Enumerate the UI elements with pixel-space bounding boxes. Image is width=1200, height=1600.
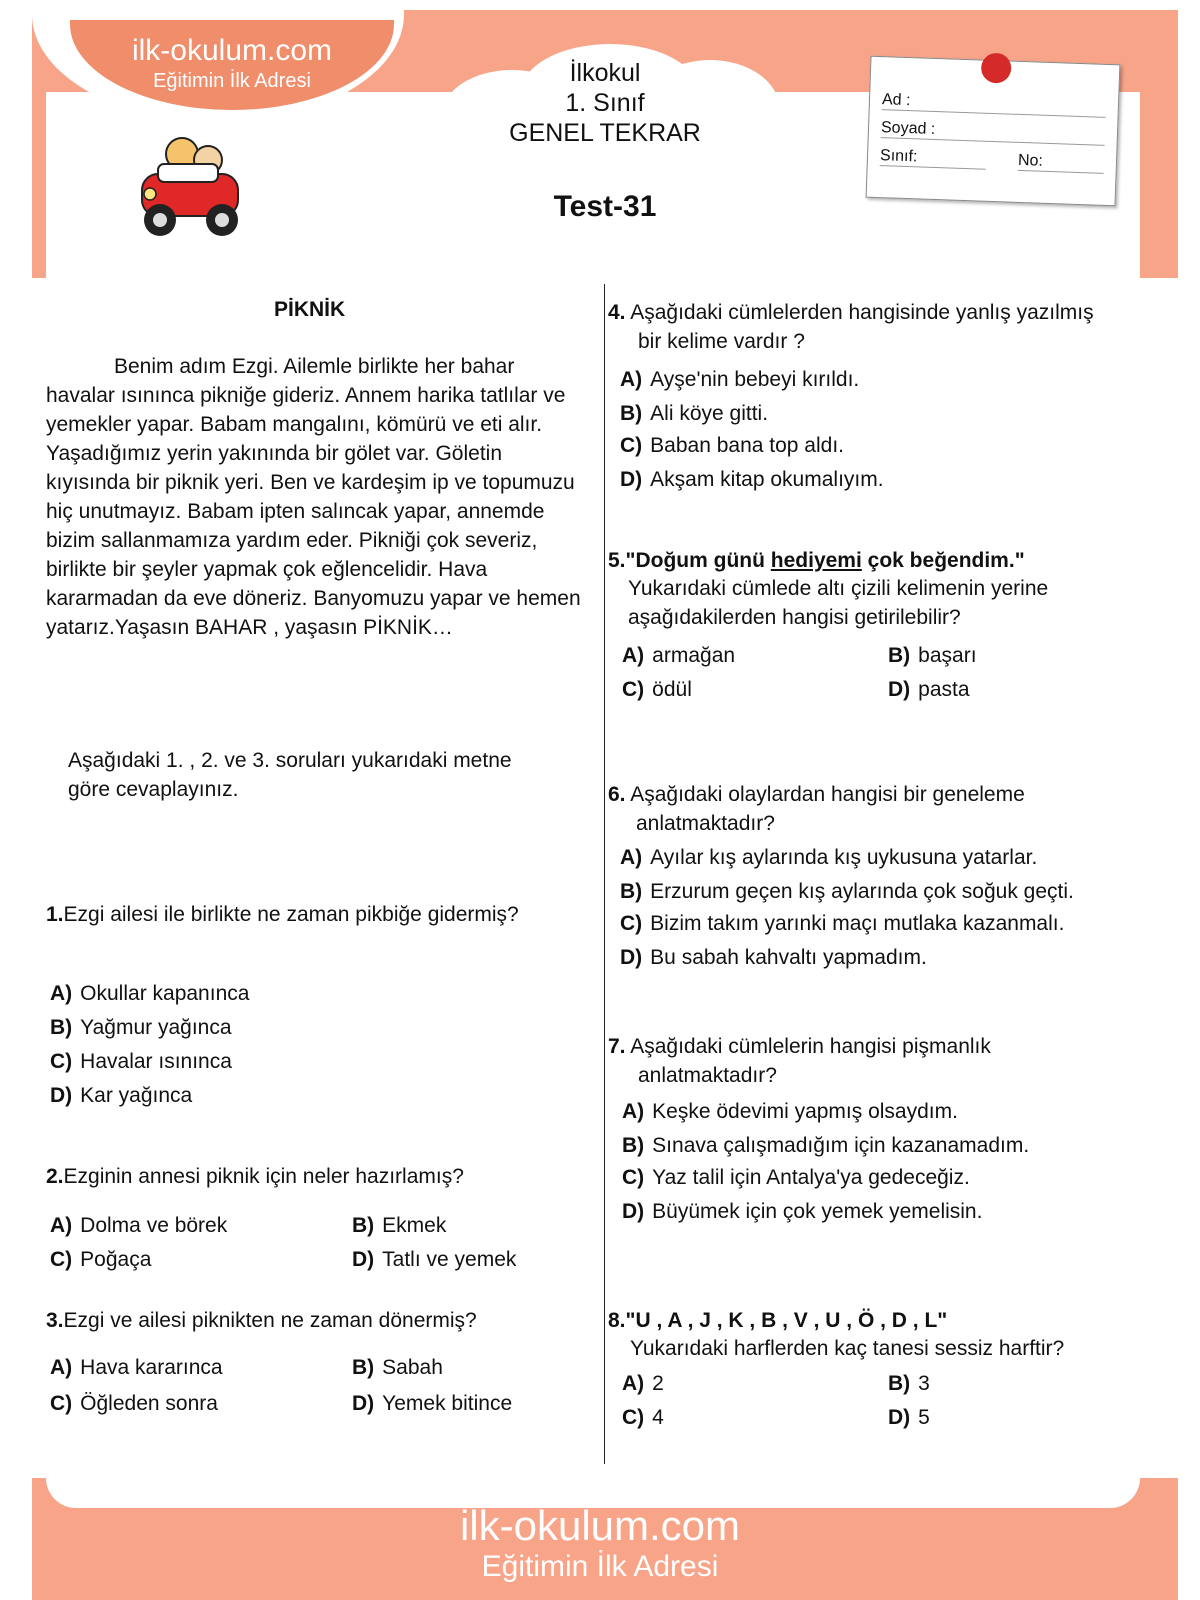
q8-option-b[interactable]: B) 3: [888, 1372, 930, 1395]
title-school-level: İlkokul: [569, 59, 641, 87]
underlined-word: hediyemi: [770, 549, 862, 572]
question-7: 7. Aşağıdaki cümlelerin hangisi pişmanlık anlatmaktadır?: [608, 1035, 991, 1087]
question-5-sentence: 5."Doğum günü hediyemi çok beğendim.": [608, 549, 1025, 572]
number-field[interactable]: No:: [1018, 152, 1105, 174]
q4-option-a[interactable]: A) Ayşe'nin bebeyi kırıldı.: [620, 368, 860, 391]
q6-option-a[interactable]: A) Ayılar kış aylarında kış uykusuna yatarlar.: [620, 846, 1038, 869]
car-cartoon-icon: [130, 134, 250, 251]
q4-option-b[interactable]: B) Ali köye gitti.: [620, 402, 769, 425]
question-6: 6. Aşağıdaki olaylardan hangisi bir geneleme anlatmaktadır?: [608, 783, 1025, 835]
q2-option-d[interactable]: D) Tatlı ve yemek: [352, 1248, 517, 1271]
q7-option-b[interactable]: B) Sınava çalışmadığım için kazanamadım.: [622, 1134, 1030, 1157]
q1-option-c[interactable]: C) Havalar ısınınca: [50, 1050, 232, 1073]
q5-option-b[interactable]: B) başarı: [888, 644, 977, 667]
logo-site-name: ilk-okulum.com: [131, 34, 333, 67]
q7-option-c[interactable]: C) Yaz talil için Antalya'ya gedeceğiz.: [622, 1166, 970, 1189]
test-title: Test-31: [553, 190, 657, 223]
push-pin-icon: [981, 53, 1012, 84]
title-grade: 1. Sınıf: [565, 89, 645, 117]
q5-option-d[interactable]: D) pasta: [888, 678, 970, 701]
q5-option-a[interactable]: A) armağan: [622, 644, 736, 667]
q6-option-c[interactable]: C) Bizim takım yarınki maçı mutlaka kazanmalı.: [620, 912, 1065, 935]
logo-tagline: Eğitimin İlk Adresi: [153, 70, 311, 92]
q4-option-c[interactable]: C) Baban bana top aldı.: [620, 434, 845, 457]
q3-option-b[interactable]: B) Sabah: [352, 1356, 443, 1379]
footer-tagline: Eğitimin İlk Adresi: [481, 1550, 719, 1583]
q3-option-a[interactable]: A) Hava kararınca: [50, 1356, 223, 1379]
title-subject: GENEL TEKRAR: [509, 119, 701, 147]
question-2: 2.Ezginin annesi piknik için neler hazırlamış?: [46, 1165, 464, 1188]
q1-option-d[interactable]: D) Kar yağınca: [50, 1084, 193, 1107]
story-instruction: Aşağıdaki 1. , 2. ve 3. soruları yukarıdaki metne göre cevaplayınız.: [68, 749, 512, 801]
question-5: Yukarıdaki cümlede altı çizili kelimenin yerine aşağıdakilerden hangisi getirilebilir?: [628, 577, 1049, 629]
class-field[interactable]: Sınıf:: [880, 147, 987, 170]
question-8-letters: 8."U , A , J , K , B , V , U , Ö , D , L": [608, 1309, 948, 1332]
q2-option-a[interactable]: A) Dolma ve börek: [50, 1214, 228, 1237]
column-divider: [604, 284, 605, 1464]
q3-option-d[interactable]: D) Yemek bitince: [352, 1392, 513, 1415]
question-8: Yukarıdaki harflerden kaç tanesi sessiz harftir?: [630, 1337, 1065, 1360]
story-title: PİKNİK: [274, 298, 346, 321]
student-info-card: [866, 56, 1121, 207]
q7-option-d[interactable]: D) Büyümek için çok yemek yemelisin.: [622, 1200, 983, 1223]
q1-option-b[interactable]: B) Yağmur yağınca: [50, 1016, 232, 1039]
question-4: 4. Aşağıdaki cümlelerden hangisinde yanlış yazılmış bir kelime vardır ?: [608, 301, 1094, 353]
q4-option-d[interactable]: D) Akşam kitap okumalıyım.: [620, 468, 884, 491]
q2-option-b[interactable]: B) Ekmek: [352, 1214, 447, 1237]
surname-field[interactable]: Soyad :: [881, 119, 1106, 146]
q5-option-c[interactable]: C) ödül: [622, 678, 692, 701]
q8-option-a[interactable]: A) 2: [622, 1372, 664, 1395]
q7-option-a[interactable]: A) Keşke ödevimi yapmış olsaydım.: [622, 1100, 958, 1123]
footer-site-name: ilk-okulum.com: [459, 1502, 741, 1549]
q1-option-a[interactable]: A) Okullar kapanınca: [50, 982, 250, 1005]
question-1: 1.Ezgi ailesi ile birlikte ne zaman pikbiğe gidermiş?: [46, 903, 519, 926]
story-text: Benim adım Ezgi. Ailemle birlikte her bahar havalar ısınınca pikniğe gideriz. Annem harika tatlılar ve yemekler yapar. Babam mangalını, kömürü ve eti alır. Yaşadığımız yerin yakınında bir gölet var. Göletin kıyısında bir piknik yeri. Ben ve kardeşim ip ve topumuzu hiç unutmayız. Babam ipten salıncak yapar, annemde bizim sallanmamıza yardım eder. Pikniği çok severiz, birlikte bir şeyler yapmak çok eğlencelidir. Hava kararmadan da eve döneriz. Banyomuzu yapar ve hemen yatarız.Yaşasın BAHAR , yaşasın PİKNİK…: [46, 355, 581, 639]
header-title: [470, 58, 740, 148]
question-3: 3.Ezgi ve ailesi piknikten ne zaman dönermiş?: [46, 1309, 477, 1332]
q8-option-c[interactable]: C) 4: [622, 1406, 664, 1429]
name-field[interactable]: Ad :: [882, 91, 1107, 118]
q6-option-b[interactable]: B) Erzurum geçen kış aylarında çok soğuk geçti.: [620, 880, 1074, 903]
q2-option-c[interactable]: C) Poğaça: [50, 1248, 152, 1271]
q6-option-d[interactable]: D) Bu sabah kahvaltı yapmadım.: [620, 946, 927, 969]
q3-option-c[interactable]: C) Öğleden sonra: [50, 1392, 218, 1415]
q8-option-d[interactable]: D) 5: [888, 1406, 930, 1429]
